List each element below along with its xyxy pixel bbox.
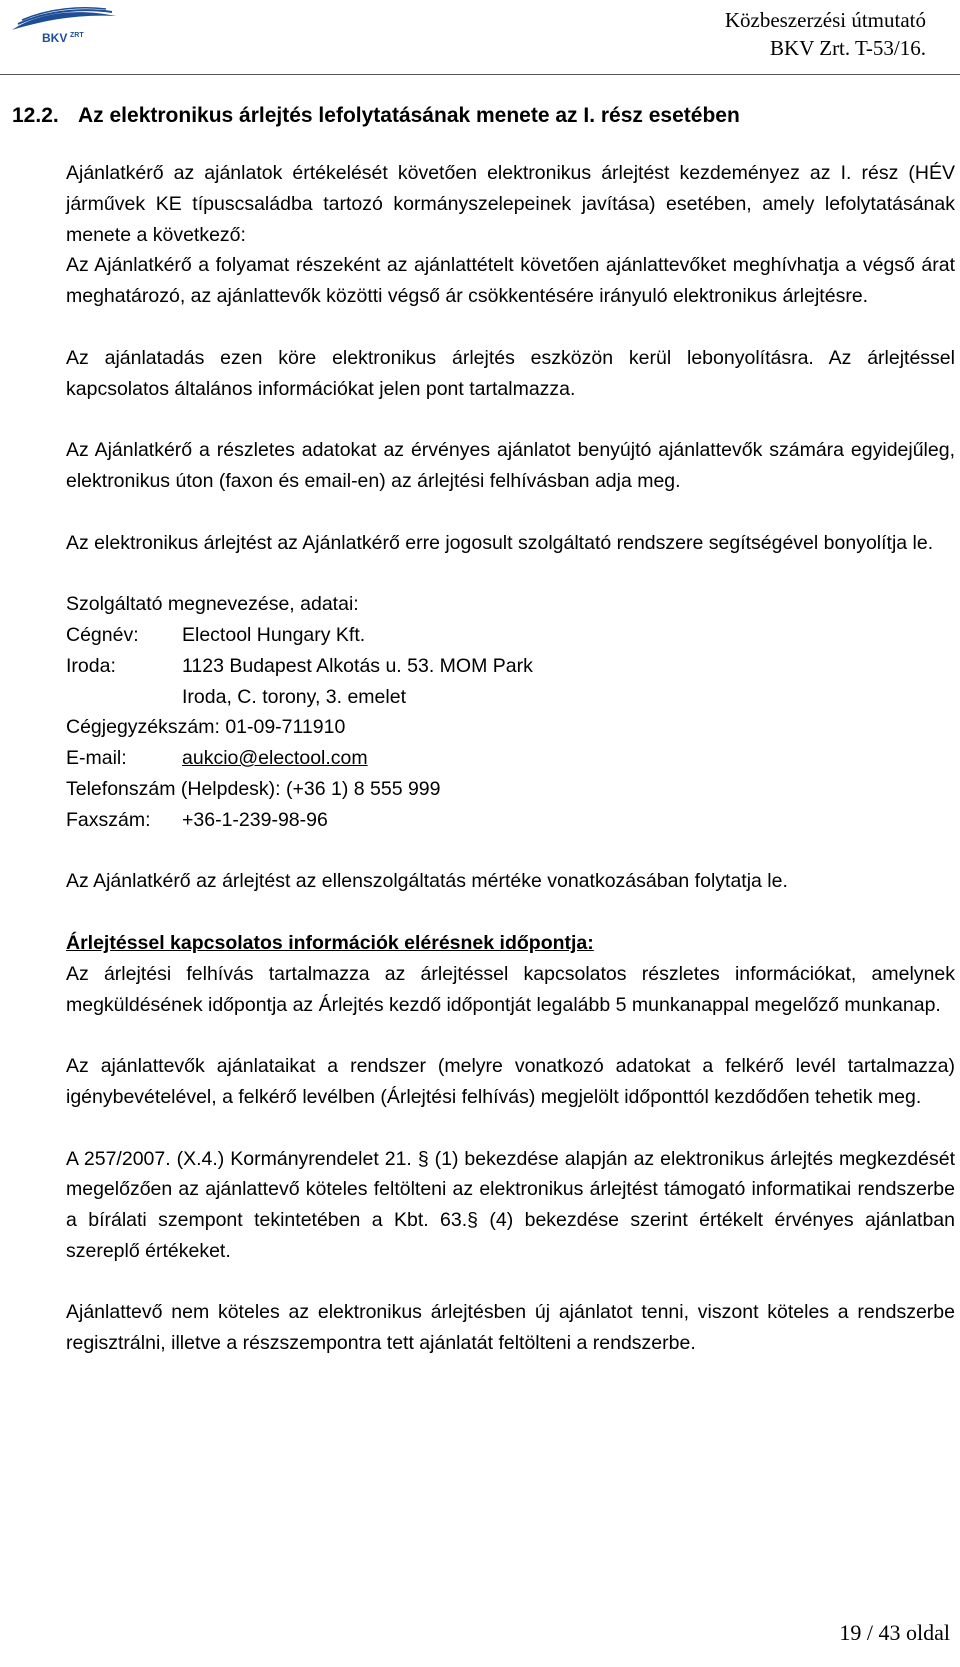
paragraph-4: Az Ajánlatkérő a részletes adatokat az érvényes ajánlatot benyújtó ajánlattevők számára egyidejűleg, elektronikus úton (faxon és email-en) az árlejtési felhívásban adja meg. [66, 439, 955, 492]
subheading: Árlejtéssel kapcsolatos információk elérésnek időpontja: [66, 931, 594, 954]
office-address-1: 1123 Budapest Alkotás u. 53. MOM Park [182, 654, 533, 677]
company-name: Electool Hungary Kft. [182, 623, 366, 646]
office-label: Iroda: [66, 654, 116, 677]
paragraph-7: Az árlejtési felhívás tartalmazza az árlejtéssel kapcsolatos részletes információkat, amelynek megküldésének időpontja az Árlejtés kezdő időpontját legalább 5 munkanappal megelőző munkanap. [66, 962, 955, 1016]
svg-text:ZRT: ZRT [70, 32, 84, 39]
email-link[interactable]: aukcio@electool.com [182, 747, 368, 770]
section-number: 12.2. [12, 104, 59, 127]
company-label: Cégnév: [66, 623, 139, 646]
office-address-2: Iroda, C. torony, 3. emelet [182, 685, 406, 708]
page-number: 19 / 43 oldal [839, 1620, 950, 1645]
svg-text:BKV: BKV [42, 31, 68, 45]
header-guide-title: Közbeszerzési útmutató [724, 8, 926, 32]
section-heading [12, 104, 740, 128]
email-label: E-mail: [66, 747, 127, 770]
section-title: Az elektronikus árlejtés lefolytatásának menete az I. rész esetében [78, 104, 740, 127]
phone-number: Telefonszám (Helpdesk): (+36 1) 8 555 999 [66, 777, 441, 800]
fax-number: +36-1-239-98-96 [182, 808, 328, 831]
paragraph-1: Ajánlatkérő az ajánlatok értékelését követően elektronikus árlejtést kezdeményez az I. rész (HÉV járművek KE típuscsaládba tartozó kormányszelepeinek javítása) esetében, amely lefolytatásának menete a következő: [66, 162, 955, 246]
paragraph-9: A 257/2007. (X.4.) Kormányrendelet 21. § (1) bekezdése alapján az elektronikus árlejtés megkezdését megelőzően az ajánlattevő köteles feltölteni az elektronikus árlejtést támogató informatikai rendszerbe a bírálati szempont tekintetében a Kbt. 63.§ (4) bekezdése szerint értékelt érvényes ajánlatban szereplő értékeket. [66, 1147, 955, 1262]
paragraph-6: Az Ajánlatkérő az árlejtést az ellenszolgáltatás mértéke vonatkozásában folytatja le. [66, 870, 788, 893]
fax-label: Faxszám: [66, 808, 151, 831]
provider-intro: Szolgáltató megnevezése, adatai: [66, 593, 359, 616]
paragraph-5: Az elektronikus árlejtést az Ajánlatkérő erre jogosult szolgáltató rendszere segítségével bonyolítja le. [66, 531, 934, 554]
paragraph-10: Ajánlattevő nem köteles az elektronikus árlejtésben új ajánlatot tenni, viszont köteles a rendszerbe regisztrálni, illetve a részszempontra tett ajánlatát feltölteni a rendszerbe. [66, 1301, 955, 1355]
document-body [66, 158, 955, 1359]
paragraph-3: Az ajánlatadás ezen köre elektronikus árlejtés eszközön kerül lebonyolításra. Az árlejtéssel kapcsolatos általános információkat jelen pont tartalmazza. [66, 346, 955, 400]
header-doc-id: BKV Zrt. T-53/16. [770, 36, 926, 60]
header-info [725, 6, 926, 62]
company-registry: Cégjegyzékszám: 01-09-711910 [66, 716, 346, 739]
paragraph-8: Az ajánlattevők ajánlataikat a rendszer (melyre vonatkozó adatokat a felkérő levél tartalmazza) igénybevételével, a felkérő levélben (Árlejtési felhívás) megjelölt időponttól kezdődően tehetik meg. [66, 1055, 955, 1108]
bkv-logo [8, 4, 120, 46]
header-divider [0, 74, 960, 75]
provider-block [66, 589, 955, 835]
paragraph-2: Az Ajánlatkérő a folyamat részeként az ajánlattételt követően ajánlattevőket meghívhatja a végső árat meghatározó, az ajánlattevők közötti végső ár csökkentésére irányuló elektronikus árlejtésre. [66, 254, 955, 308]
